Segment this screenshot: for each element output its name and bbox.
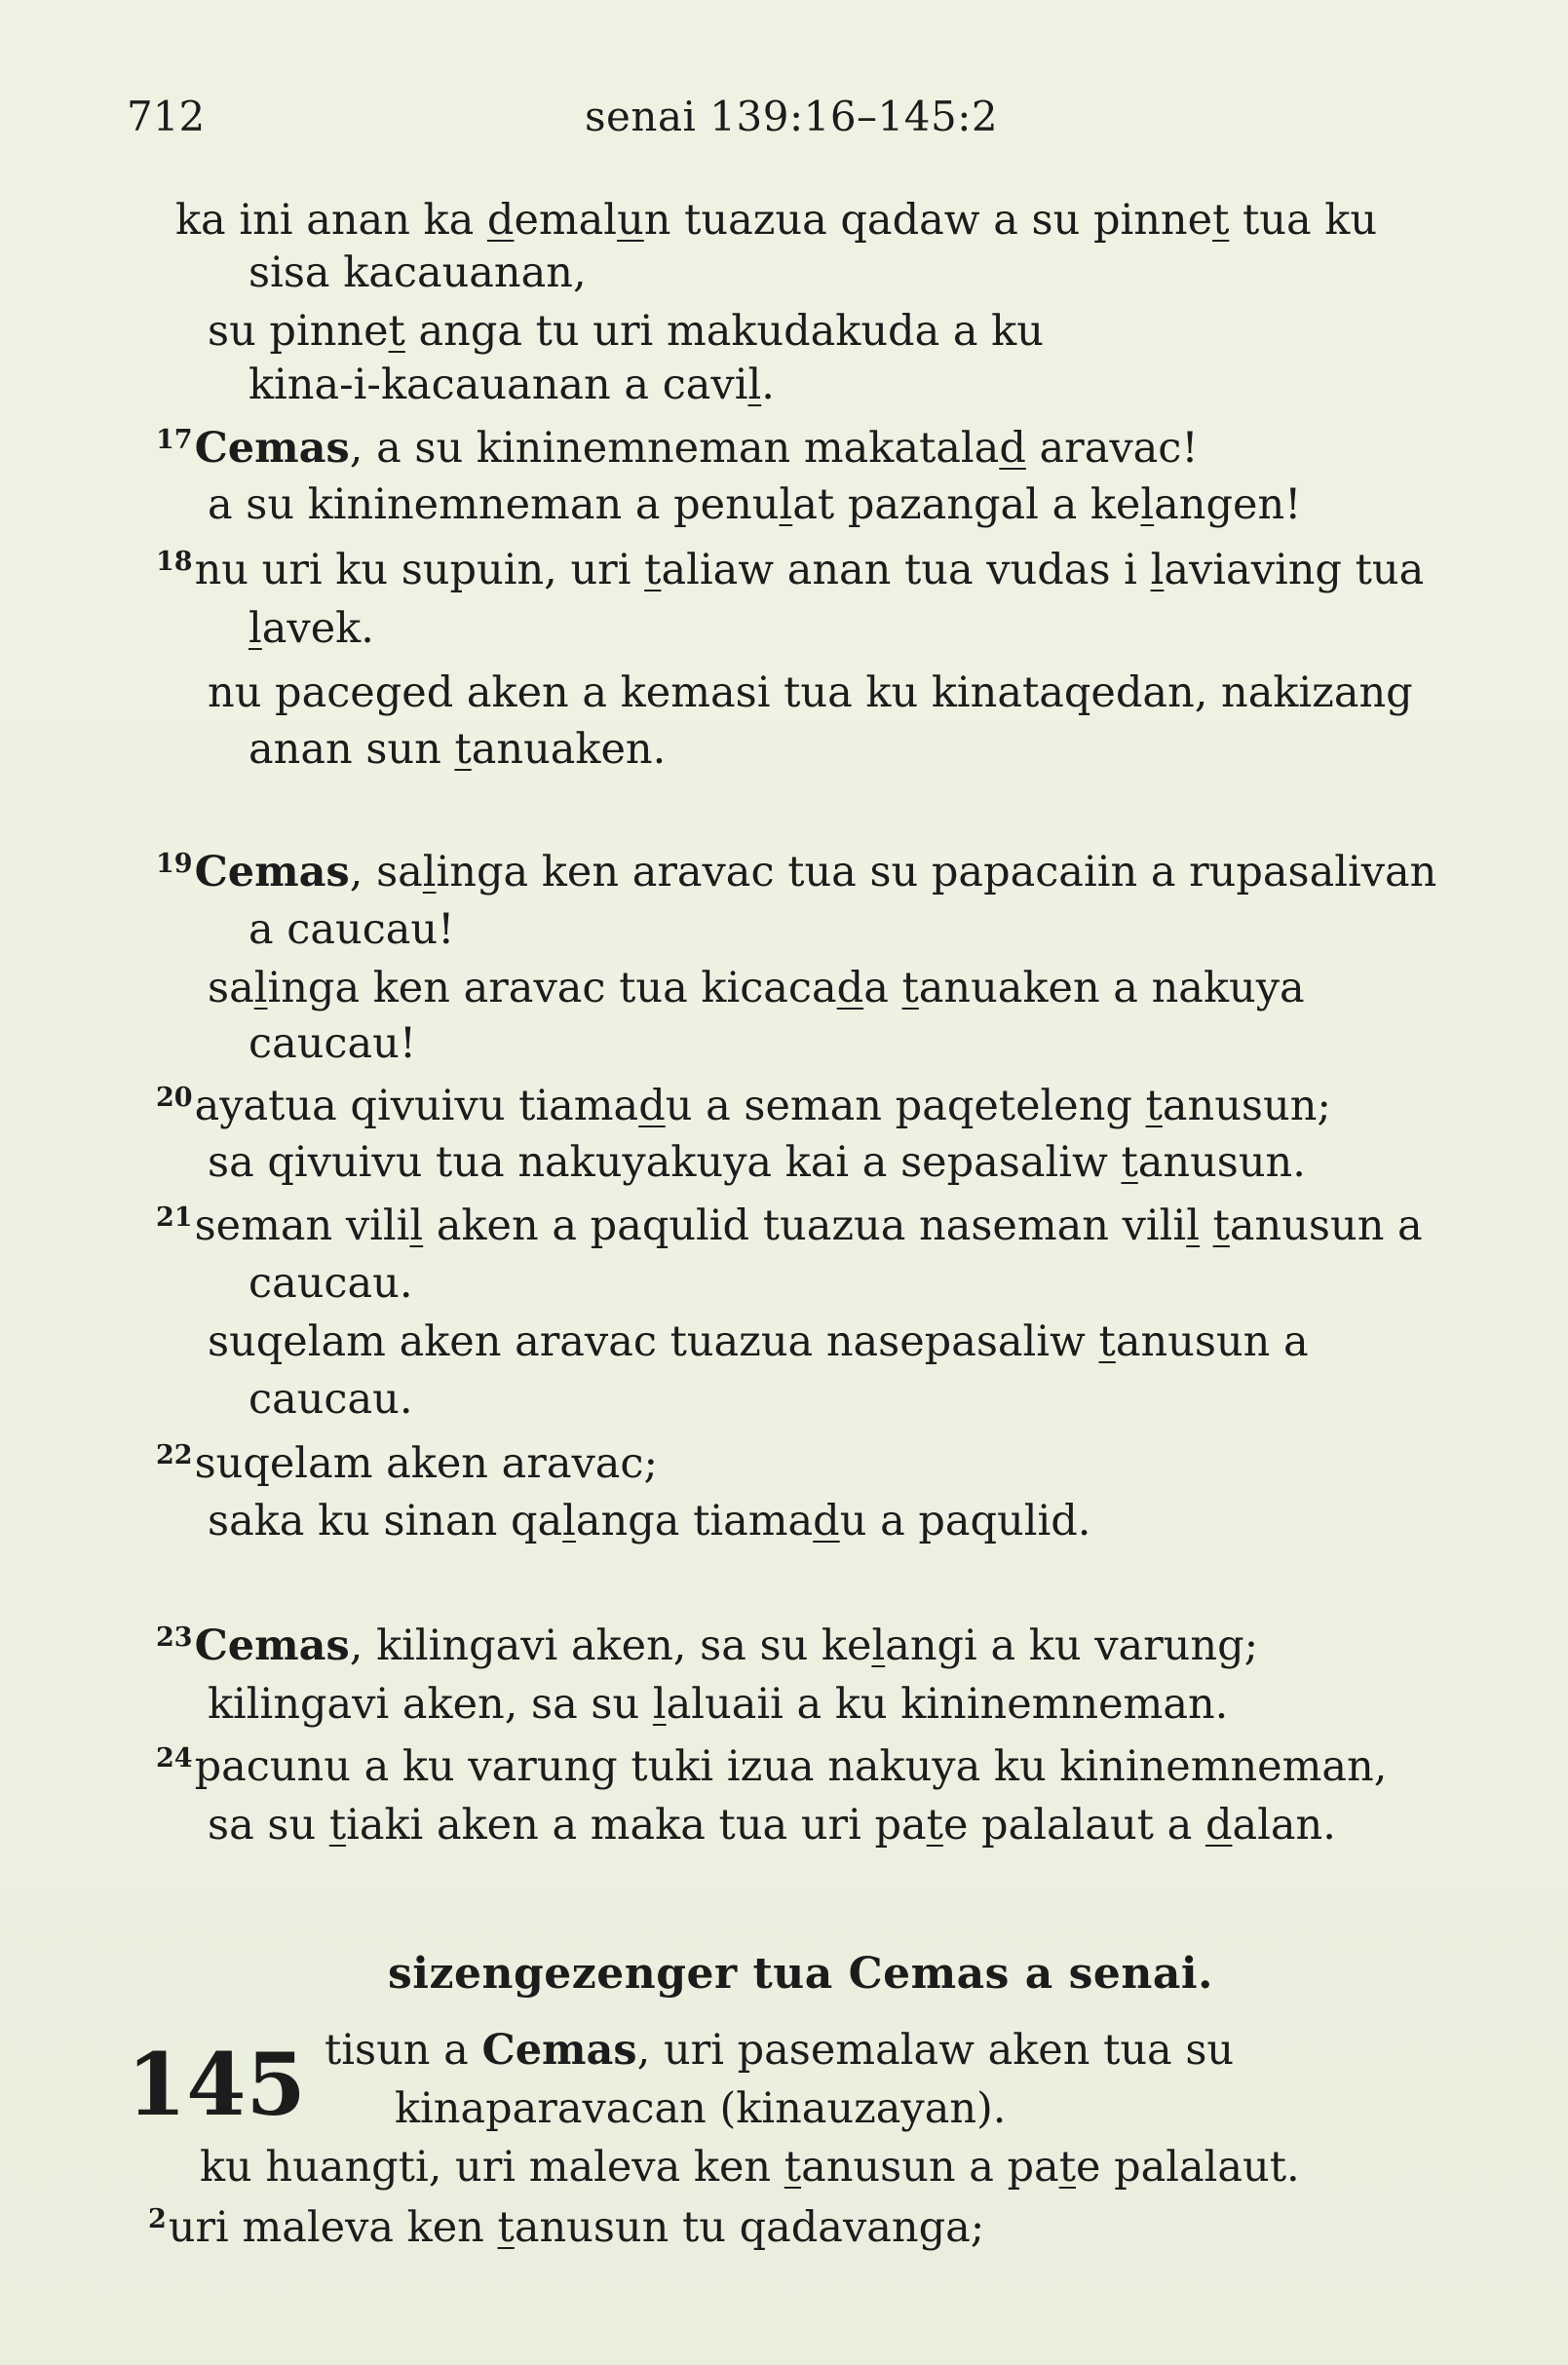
text-line: caucau. <box>249 1259 413 1308</box>
verse-number: 23 <box>156 1622 193 1653</box>
chapter-number: 145 <box>127 2034 306 2135</box>
verse-19: $^{19}$Cemas, salinga ken aravac tua su papacaiin a rupasalivan <box>156 848 1437 896</box>
text-line: caucau! <box>249 1019 417 1068</box>
verse-number: 22 <box>156 1440 193 1470</box>
section-heading: sizengezenger tua Cemas a senai. <box>388 1949 1213 1999</box>
text-line: kina-i-kacauanan a cavil. <box>249 361 775 409</box>
text-line: ku huangti, uri maleva ken tanusun a pate palalaut. <box>200 2143 1300 2192</box>
text-line: anan sun tanuaken. <box>249 725 667 774</box>
verse-number: 17 <box>156 425 193 455</box>
text-line: kinaparavacan (kinauzayan). <box>395 2084 1007 2133</box>
page-number: 712 <box>127 93 206 140</box>
verse-number: 18 <box>156 547 193 577</box>
text-line: sa qivuivu tua nakuyakuya kai a sepasaliw tanusun. <box>208 1138 1306 1187</box>
verse-23: $^{23}$Cemas, kilingavi aken, sa su kelangi a ku varung; <box>156 1621 1259 1670</box>
verse-21: $^{21}$seman vilil aken a paqulid tuazua naseman vilil tanusun a <box>156 1202 1423 1250</box>
text-line: nu paceged aken a kemasi tua ku kinataqedan, nakizang <box>208 668 1413 717</box>
text-line: sisa kacauanan, <box>249 248 587 297</box>
verse-number: 20 <box>156 1083 193 1113</box>
verse-number: 24 <box>156 1743 193 1774</box>
text-line: kilingavi aken, sa su laluaii a ku kininemneman. <box>208 1680 1229 1729</box>
text-line: salinga ken aravac tua kicacada tanuaken a nakuya <box>208 964 1305 1012</box>
verse-20: $^{20}$ayatua qivuivu tiamadu a seman paqeteleng tanusun; <box>156 1082 1331 1130</box>
verse-18: $^{18}$nu uri ku supuin, uri taliaw anan tua vudas i laviaving tua <box>156 546 1425 594</box>
text-line: caucau. <box>249 1375 413 1424</box>
verse-17: $^{17}$Cemas, a su kininemneman makatalad aravac! <box>156 424 1199 473</box>
text-line: suqelam aken aravac tuazua nasepasaliw tanusun a <box>208 1317 1309 1366</box>
page-header <box>127 93 1472 151</box>
text-line: tisun a Cemas, uri pasemalaw aken tua su <box>325 2026 1235 2075</box>
verse-24: $^{24}$pacunu a ku varung tuki izua nakuya ku kininemneman, <box>156 1742 1388 1791</box>
running-head: senai 139:16–145:2 <box>585 93 999 140</box>
text-line: su pinnet anga tu uri makudakuda a ku <box>208 307 1044 356</box>
verse-number: 19 <box>156 849 193 879</box>
text-line: ka ini anan ka demalun tuazua qadaw a su pinnet tua ku <box>175 196 1378 245</box>
text-line: a caucau! <box>249 905 455 954</box>
verse-22: $^{22}$suqelam aken aravac; <box>156 1439 658 1488</box>
text-line: saka ku sinan qalanga tiamadu a paqulid. <box>208 1497 1091 1545</box>
verse-number: 21 <box>156 1202 193 1233</box>
text-line: lavek. <box>249 604 374 653</box>
verse-2: $^2$uri maleva ken tanusun tu qadavanga; <box>148 2203 985 2252</box>
text-line: sa su tiaki aken a maka tua uri pate palalaut a dalan. <box>208 1801 1336 1850</box>
verse-number: 2 <box>148 2204 167 2234</box>
text-line: a su kininemneman a penulat pazangal a kelangen! <box>208 480 1302 529</box>
